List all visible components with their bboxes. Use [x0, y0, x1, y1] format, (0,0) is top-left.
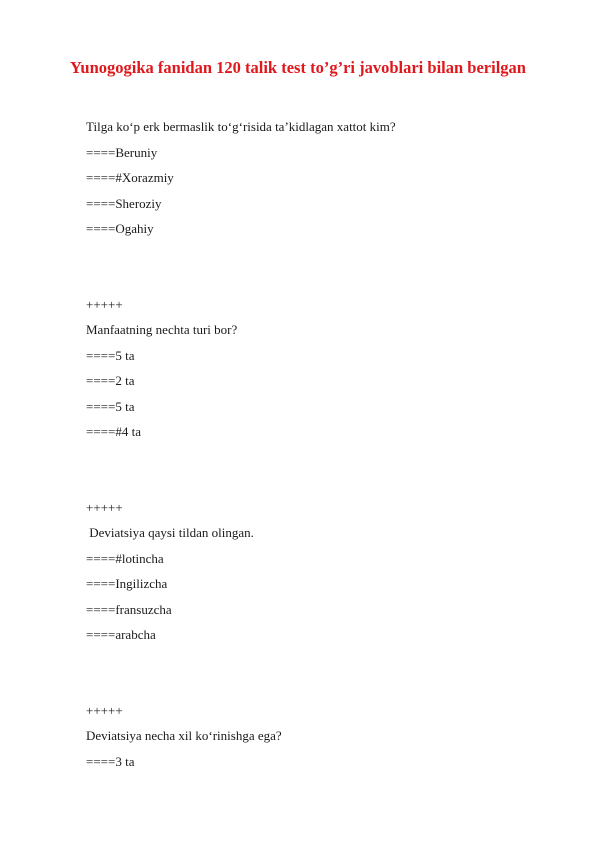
spacer: [86, 242, 566, 292]
test-content: [86, 114, 566, 774]
question-block: [86, 292, 566, 445]
answer-option: ====Ogahiy: [86, 221, 154, 236]
answer-option: ====fransuzcha: [86, 601, 172, 617]
question-text: Tilga ko‘p erk bermaslik to‘g‘risida ta’kidlagan xattot kim?: [86, 119, 396, 134]
question-separator: +++++: [86, 296, 123, 312]
question-text: Deviatsiya qaysi tildan olingan.: [86, 525, 254, 540]
answer-option: ====Sheroziy: [86, 195, 162, 211]
answer-option: ====arabcha: [86, 627, 156, 642]
answer-option: ====Beruniy: [86, 144, 158, 160]
question-separator: +++++: [86, 702, 123, 718]
document-title: Yunogogika fanidan 120 talik test to’g’ri javoblari bilan berilgan: [70, 58, 526, 77]
question-text: Manfaatning nechta turi bor?: [86, 322, 238, 337]
question-text: Deviatsiya necha xil ko‘rinishga ega?: [86, 728, 282, 743]
spacer: [86, 648, 566, 698]
answer-option: ====5 ta: [86, 398, 135, 414]
answer-option: ====Ingilizcha: [86, 576, 168, 591]
spacer: [86, 445, 566, 495]
question-block: [86, 495, 566, 648]
question-block: [86, 698, 566, 775]
question-block: [86, 114, 566, 242]
answer-option: ====#4 ta: [86, 424, 141, 439]
question-separator: +++++: [86, 499, 123, 515]
answer-option: ====#lotincha: [86, 550, 164, 566]
answer-option: ====2 ta: [86, 373, 135, 388]
answer-option: ====5 ta: [86, 347, 135, 363]
answer-option: ====#Xorazmiy: [86, 170, 174, 185]
answer-option: ====3 ta: [86, 753, 135, 769]
